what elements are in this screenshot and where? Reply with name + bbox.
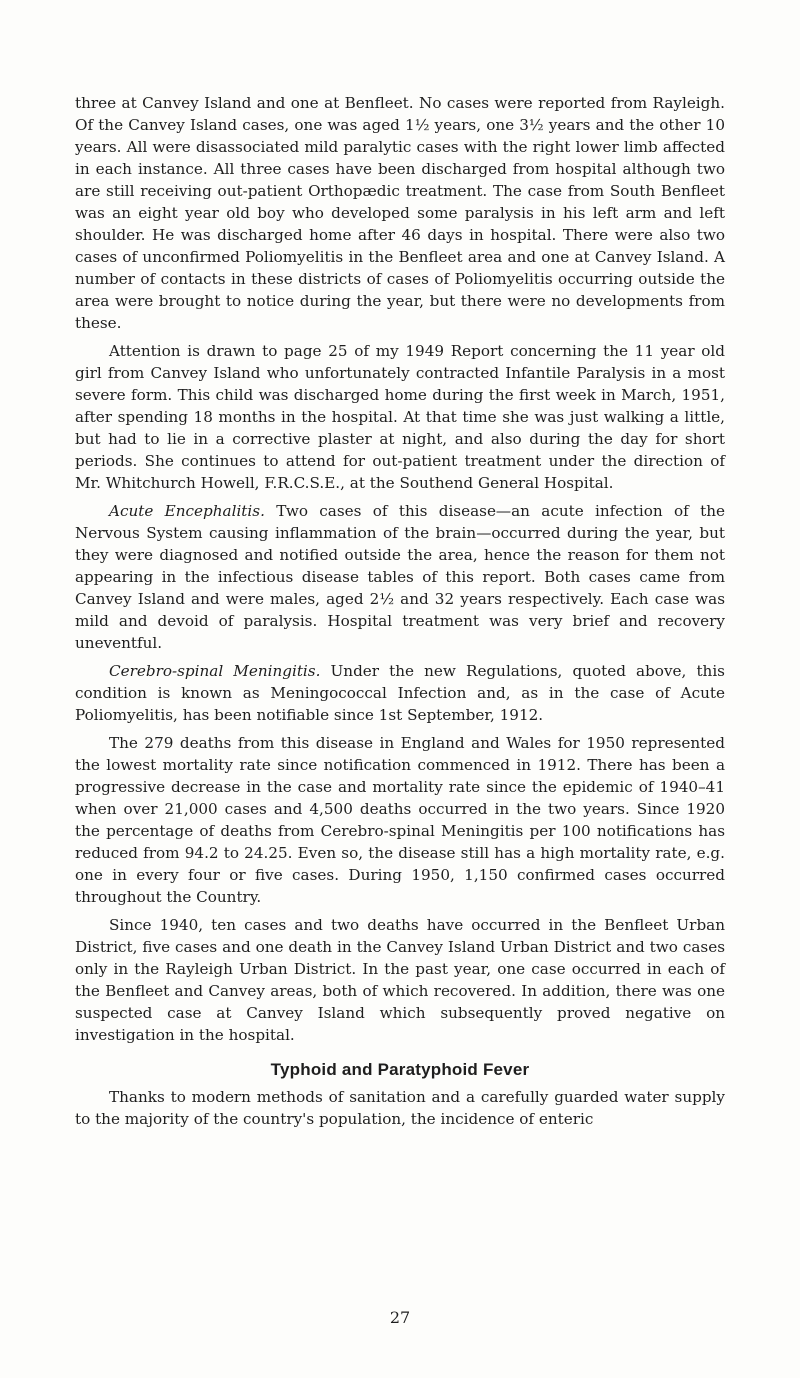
meningitis-text: Under the new Regulations, quoted above, this condition is known as Meningococcal Infection and, as in the case of Acute Poliomyelitis, has been notifiable since 1st September, 1912. — [75, 662, 725, 724]
page-number: 27 — [389, 1308, 411, 1327]
paragraph-infantile-paralysis-case: Attention is drawn to page 25 of my 1949 Report concerning the 11 year old girl from Canvey Island who unfortunately contracted Infantile Paralysis in a most severe form. This child was discharged home during the first week in March, 1951, after spending 18 months in the hospital. At that time she was just walking a little, but had to lie in a corrective plaster at night, and also during the day for short periods. She continues to attend for out-patient treatment under the direction of Mr. Whitchurch Howell, F.R.C.S.E., at the Southend General Hospital. — [75, 342, 725, 492]
paragraph-meningitis-deaths: The 279 deaths from this disease in England and Wales for 1950 represented the lowest mortality rate since notification commenced in 1912. There has been a progressive decrease in the case and mortality rate since the epidemic of 1940–41 when over 21,000 cases and 4,500 deaths occurred in the two years. Since 1920 the percentage of deaths from Cerebro-spinal Meningitis per 100 notifications has reduced from 94.2 to 24.25. Even so, the disease still has a high mortality rate, e.g. one in every four or five cases. During 1950, 1,150 confirmed cases occurred throughout the Country. — [75, 734, 725, 906]
section-heading-typhoid: Typhoid and Paratyphoid Fever — [270, 1060, 530, 1079]
meningitis-lead: Cerebro-spinal Meningitis. — [109, 662, 321, 680]
paragraph-acute-encephalitis — [75, 500, 725, 654]
paragraph-typhoid: Thanks to modern methods of sanitation and a carefully guarded water supply to the majority of the country's population, the incidence of enteric — [75, 1088, 725, 1128]
paragraph-meningitis-local: Since 1940, ten cases and two deaths have occurred in the Benfleet Urban District, five cases and one death in the Canvey Island Urban District and two cases only in the Rayleigh Urban District. In the past year, one case occurred in each of the Benfleet and Canvey areas, both of which recovered. In addition, there was one suspected case at Canvey Island which subsequently proved negative on investigation in the hospital. — [75, 916, 725, 1044]
paragraph-cerebro-spinal-meningitis — [75, 660, 725, 726]
paragraph-poliomyelitis-cases: three at Canvey Island and one at Benfleet. No cases were reported from Rayleigh. Of the Canvey Island cases, one was aged 1½ years, one 3½ years and the other 10 years. All were disassociated mild paralytic cases with the right lower limb affected in each instance. All three cases have been discharged from hospital although two are still receiving out-patient Orthopædic treatment. The case from South Benfleet was an eight year old boy who developed some paralysis in his left arm and left shoulder. He was discharged home after 46 days in hospital. There were also two cases of unconfirmed Poliomyelitis in the Benfleet area and one at Canvey Island. A number of contacts in these districts of cases of Poliomyelitis occurring outside the area were brought to notice during the year, but there were no developments from these. — [75, 94, 725, 332]
acute-encephalitis-lead: Acute Encephalitis. — [109, 502, 265, 520]
acute-encephalitis-text: Two cases of this disease—an acute infection of the Nervous System causing inflammation of the brain—occurred during the year, but they were diagnosed and notified outside the area, hence the reason for them not appearing in the infectious disease tables of this report. Both cases came from Canvey Island and were males, aged 2½ and 32 years respectively. Each case was mild and devoid of paralysis. Hospital treatment was very brief and recovery uneventful. — [75, 502, 725, 652]
